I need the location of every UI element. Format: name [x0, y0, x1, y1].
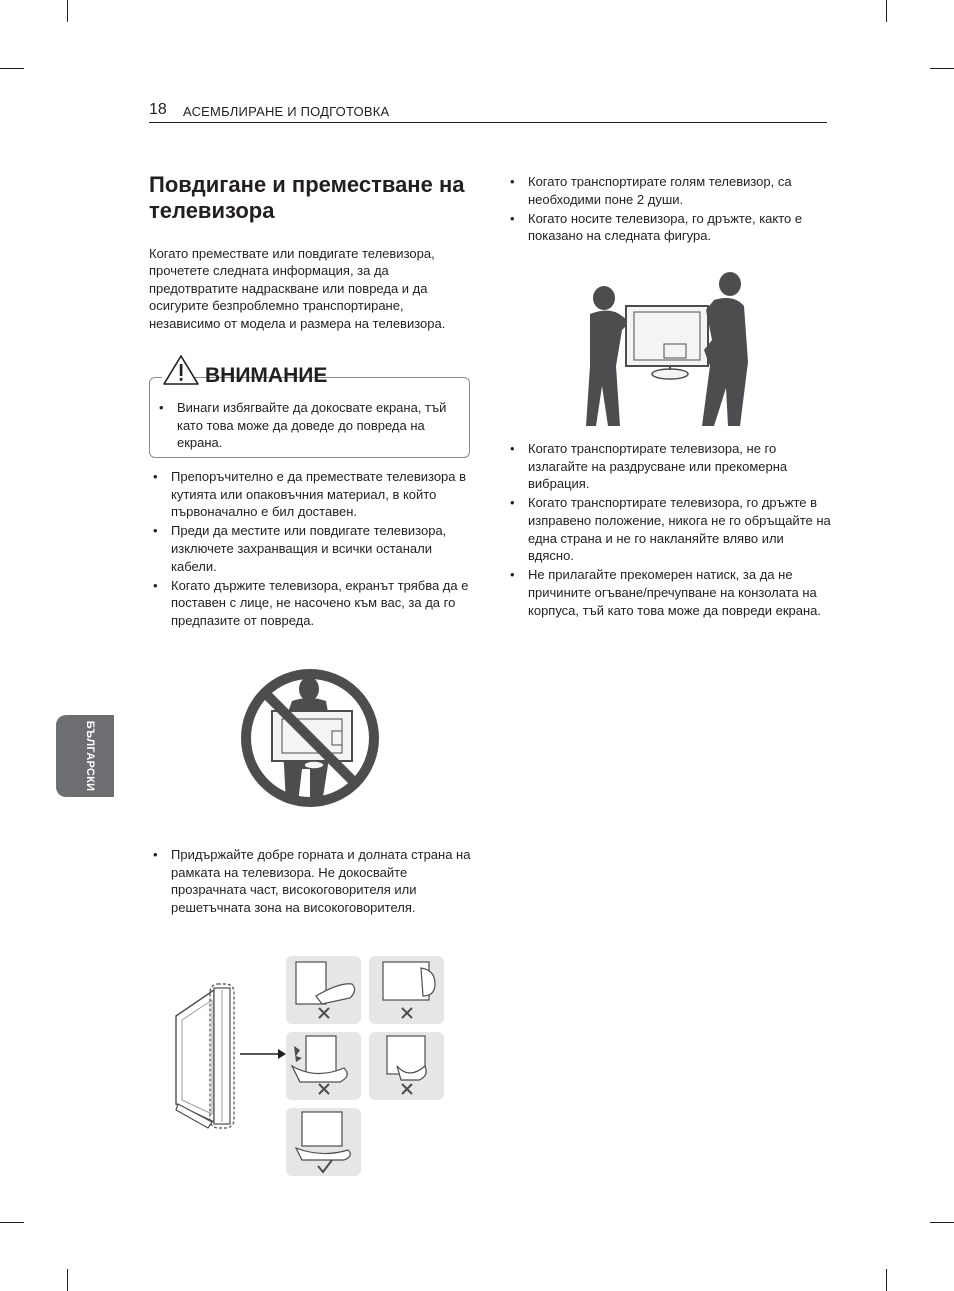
tv-back-panel [626, 306, 708, 379]
grip-panel-wrong [369, 956, 444, 1024]
page-title: Повдигане и преместване на телевизора [149, 172, 465, 223]
list-item: • Когато транспортирате телевизора, не го излагайте на раздрусване или прекомерна вибрация. [506, 440, 831, 493]
page-number: 18 [149, 101, 167, 118]
grip-list [149, 846, 474, 918]
grip-diagram [170, 954, 450, 1180]
page-header [149, 100, 827, 123]
transport-list [506, 173, 831, 247]
person-silhouette [702, 272, 748, 426]
section-title: АСЕМБЛИРАНЕ И ПОДГОТОВКА [183, 104, 390, 119]
arrow-icon [240, 1049, 286, 1059]
transport-caution-list [506, 440, 831, 621]
list-item: • Не прилагайте прекомерен натиск, за да не причините огъване/пречупване на конзолата на корпуса, тъй като това може да повреди екрана. [506, 566, 831, 619]
caution-list [155, 399, 460, 453]
grip-panel-wrong [286, 1032, 361, 1100]
crop-mark [930, 1222, 954, 1223]
crop-mark [67, 0, 68, 22]
list-item: • Препоръчително е да премествате телевизора в кутията или опаковъчния материал, в който първоначално е бил доставен. [149, 468, 474, 521]
crop-mark [930, 68, 954, 69]
list-item: • Когато транспортирате телевизора, го дръжте в изправено положение, никога не го обръщайте на една страна и не го накланяйте вляво или вдясно. [506, 494, 831, 564]
two-person-carry-illustration [586, 270, 748, 430]
list-item: • Когато държите телевизора, екранът трябва да е поставен с лице, не насочено към вас, за да го предпазите от повреда. [149, 577, 474, 630]
language-tab-label: БЪЛГАРСКИ [84, 720, 96, 792]
caution-title: ВНИМАНИЕ [205, 364, 328, 387]
crop-mark [0, 68, 24, 69]
crop-mark [886, 0, 887, 22]
crop-mark [0, 1222, 24, 1223]
list-item: • Винаги избягвайте да докосвате екрана, тъй като това може да доведе до повреда на екрана. [155, 399, 460, 452]
caution-box [149, 364, 470, 458]
tv-side-view [176, 984, 234, 1128]
person-silhouette [586, 286, 630, 426]
handling-list [149, 468, 474, 631]
list-item: • Преди да местите или повдигате телевизора, изключете захранващия и всички останали кабели. [149, 522, 474, 575]
grip-panel-correct [286, 1108, 361, 1176]
list-item: • Когато транспортирате голям телевизор, са необходими поне 2 души. [506, 173, 831, 208]
caution-heading [162, 354, 328, 388]
crop-mark [886, 1269, 887, 1291]
language-tab [56, 715, 114, 797]
grip-panel-wrong [286, 956, 361, 1024]
no-carry-screen-facing-illustration [236, 665, 384, 811]
warning-triangle-icon [162, 354, 200, 386]
crop-mark [67, 1269, 68, 1291]
list-item: • Придържайте добре горната и долната страна на рамката на телевизора. Не докосвайте прозрачната част, високоговорителя или решетъчната зона на високоговорителя. [149, 846, 474, 916]
intro-paragraph: Когато премествате или повдигате телевизора, прочетете следната информация, за да предотвратите надраскване или повреда и да осигурите безпроблемно транспортиране, независимо от модела и размера на телевизора. [149, 246, 446, 331]
grip-panel-wrong [369, 1032, 444, 1100]
list-item: • Когато носите телевизора, го дръжте, както е показано на следната фигура. [506, 210, 831, 245]
